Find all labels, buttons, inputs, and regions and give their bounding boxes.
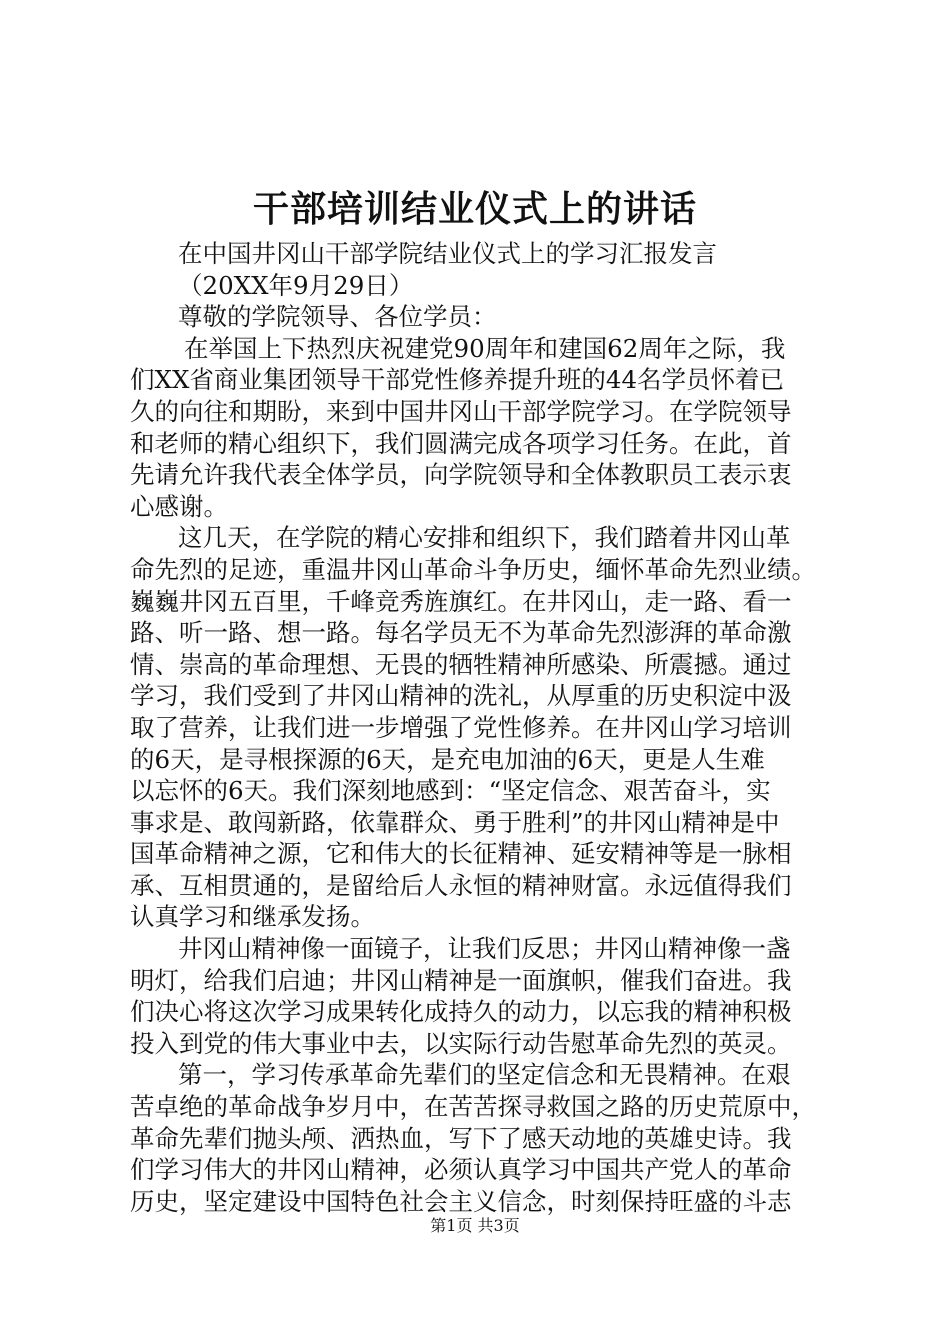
paragraph-line: 在举国上下热烈庆祝建党90周年和建国62周年之际，我 [184, 333, 786, 363]
paragraph-line: 学习，我们受到了井冈山精神的洗礼，从厚重的历史积淀中汲 [130, 681, 792, 711]
paragraph-line: 井冈山精神像一面镜子，让我们反思；井冈山精神像一盏 [178, 934, 791, 964]
paragraph-line: 取了营养，让我们进一步增强了党性修养。在井冈山学习培训 [130, 712, 792, 742]
document-body [130, 238, 834, 1217]
paragraph-line: 苦卓绝的革命战争岁月中，在苦苦探寻救国之路的历史荒原中， [130, 1092, 816, 1122]
paragraph-line: 们XX省商业集团领导干部党性修养提升班的44名学员怀着已 [130, 365, 785, 395]
paragraph-line: 历史，坚定建设中国特色社会主义信念，时刻保持旺盛的斗志 [130, 1186, 792, 1216]
document-date: （20XX年9月29日） [178, 270, 414, 300]
paragraph-line: 以忘怀的6天。我们深刻地感到：“坚定信念、艰苦奋斗，实 [130, 776, 771, 806]
page-footer: 第1页 共3页 [430, 1216, 520, 1235]
paragraph [130, 522, 834, 933]
paragraph-line: 事求是、敢闯新路，依靠群众、勇于胜利”的井冈山精神是中 [130, 807, 780, 837]
paragraph-line: 命先烈的足迹，重温井冈山革命斗争历史，缅怀革命先烈业绩。 [130, 554, 816, 584]
paragraph-line: 国革命精神之源，它和伟大的长征精神、延安精神等是一脉相 [130, 839, 792, 869]
paragraph-line: 明灯，给我们启迪；井冈山精神是一面旗帜，催我们奋进。我 [130, 965, 792, 995]
paragraph-line: 和老师的精心组织下，我们圆满完成各项学习任务。在此，首 [130, 428, 792, 458]
paragraph-line: 投入到党的伟大事业中去，以实际行动告慰革命先烈的英灵。 [130, 1028, 792, 1058]
paragraph-line: 第一，学习传承革命先辈们的坚定信念和无畏精神。在艰 [178, 1060, 791, 1090]
paragraph [130, 333, 834, 523]
paragraph-line: 情、崇高的革命理想、无畏的牺牲精神所感染、所震撼。通过 [130, 649, 792, 679]
paragraph-line: 先请允许我代表全体学员，向学院领导和全体教职员工表示衷 [130, 460, 792, 490]
paragraph-line: 久的向往和期盼，来到中国井冈山干部学院学习。在学院领导 [130, 396, 792, 426]
paragraph-line: 们决心将这次学习成果转化成持久的动力，以忘我的精神积极 [130, 997, 792, 1027]
paragraph-line: 认真学习和继承发扬。 [130, 902, 375, 932]
paragraph-line: 心感谢。 [130, 491, 228, 521]
paragraph-line: 路、听一路、想一路。每名学员无不为革命先烈澎湃的革命激 [130, 618, 792, 648]
paragraph-line: 承、互相贯通的，是留给后人永恒的精神财富。永远值得我们 [130, 870, 792, 900]
paragraph-line: 巍巍井冈五百里，千峰竞秀旌旗红。在井冈山，走一路、看一 [130, 586, 792, 616]
salutation: 尊敬的学院领导、各位学员： [178, 302, 497, 332]
paragraph-line: 们学习伟大的井冈山精神，必须认真学习中国共产党人的革命 [130, 1155, 792, 1185]
paragraph [130, 1059, 834, 1217]
paragraph [130, 933, 834, 1059]
paragraph-line: 这几天，在学院的精心安排和组织下，我们踏着井冈山革 [178, 523, 791, 553]
document-title: 干部培训结业仪式上的讲话 [252, 188, 697, 230]
paragraph-line: 的6天，是寻根探源的6天，是充电加油的6天，更是人生难 [130, 744, 765, 774]
document-subtitle: 在中国井冈山干部学院结业仪式上的学习汇报发言 [178, 239, 717, 268]
paragraph-line: 革命先辈们抛头颅、洒热血，写下了感天动地的英雄史诗。我 [130, 1123, 792, 1153]
